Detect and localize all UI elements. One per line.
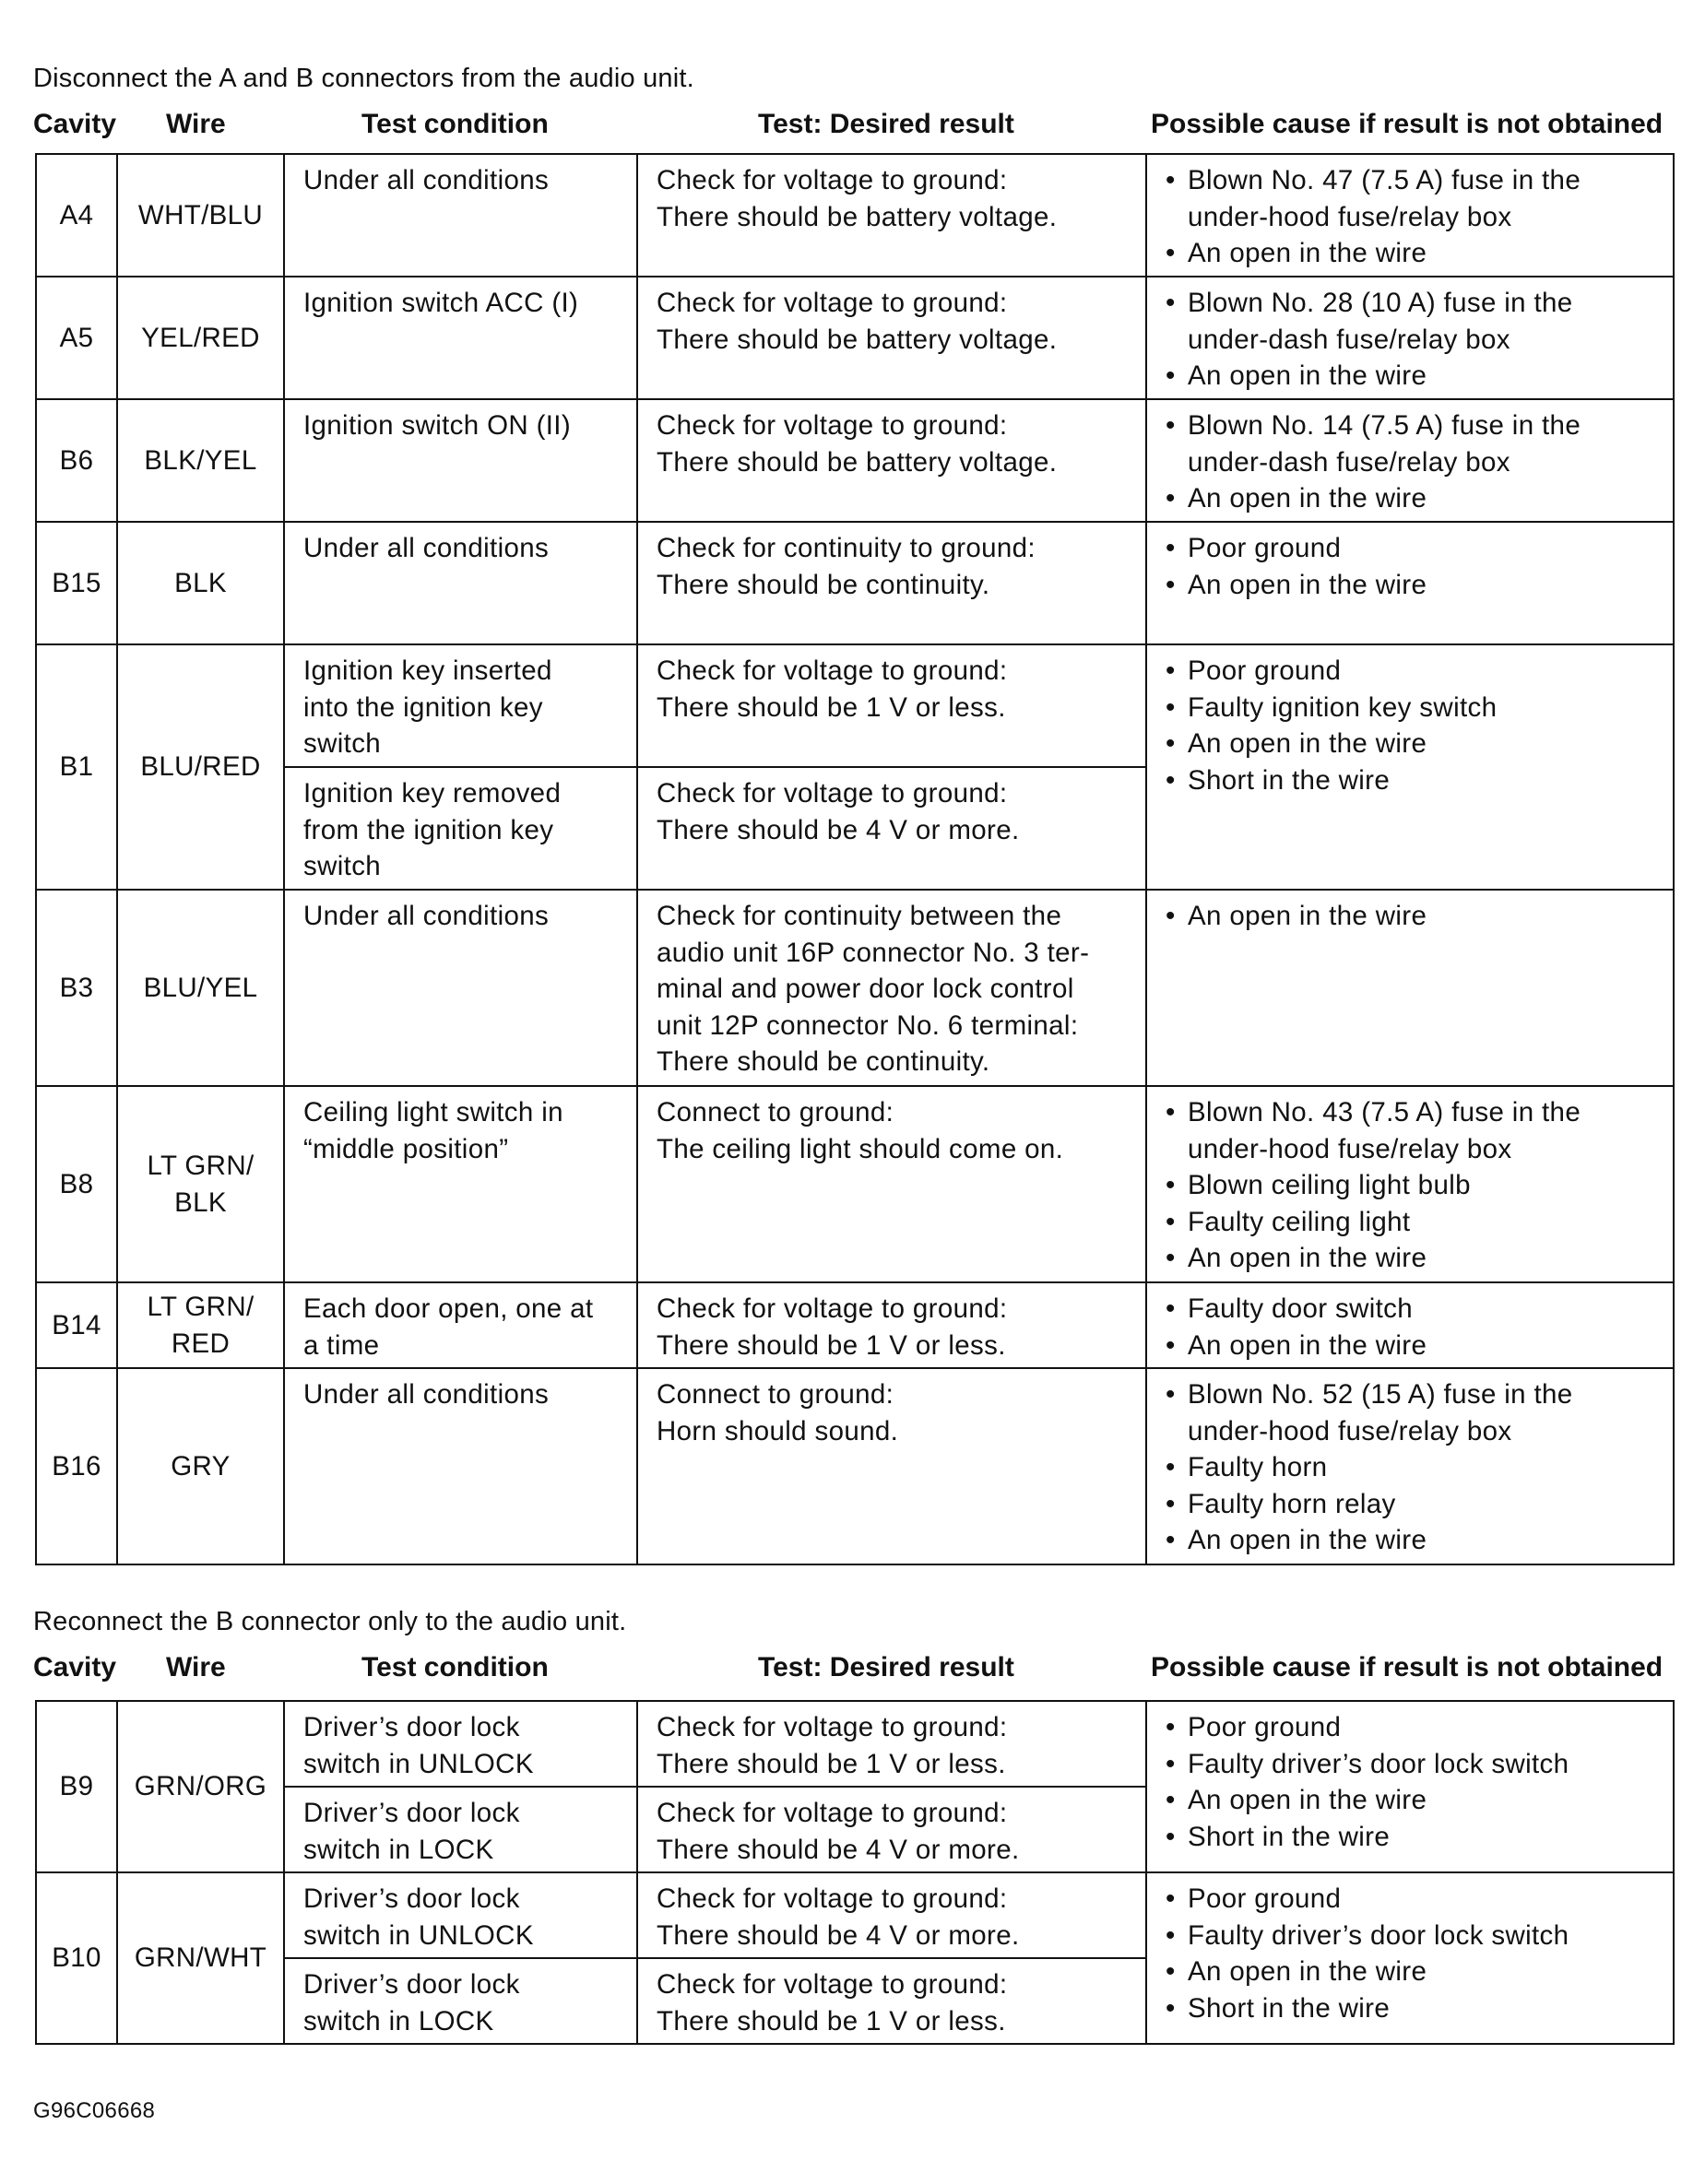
wire-cell	[117, 277, 284, 399]
test-condition: Driver’s door lock switch in LOCK	[303, 1798, 520, 1865]
desired-result-cell	[637, 399, 1146, 522]
desired-result: Check for voltage to ground: There should be 4 V or more.	[657, 778, 1020, 845]
cause-item: • Blown No. 14 (7.5 A) fuse in the under-dash fuse/relay box	[1166, 407, 1660, 480]
wire-color: WHT/BLU	[137, 199, 264, 230]
cavity-cell: A4	[36, 154, 117, 277]
header-wire: Wire	[166, 109, 226, 139]
desired-result-cell	[637, 1282, 1146, 1368]
wire-color: LT GRN/ BLK	[147, 1151, 255, 1218]
possible-cause-cell	[1146, 644, 1674, 890]
wire-color: BLK	[174, 567, 227, 598]
possible-cause-cell	[1146, 154, 1674, 277]
desired-result: Check for voltage to ground: There should be battery voltage.	[657, 410, 1058, 478]
desired-result: Check for voltage to ground: There should be battery voltage.	[657, 288, 1058, 355]
wire-color: LT GRN/ RED	[147, 1292, 255, 1359]
wire-cell	[117, 522, 284, 644]
test-condition-cell	[284, 1787, 637, 1872]
test-condition: Ignition key inserted into the ignition key switch	[303, 655, 552, 759]
wire-color: GRY	[171, 1450, 231, 1482]
test-condition: Under all conditions	[303, 901, 550, 931]
desired-result-cell	[637, 890, 1146, 1086]
cause-item: • Blown No. 28 (10 A) fuse in the under-dash fuse/relay box	[1166, 285, 1660, 358]
desired-result-cell	[637, 1086, 1146, 1282]
table-row	[36, 644, 1674, 767]
test-condition-cell	[284, 277, 637, 399]
desired-result-cell	[637, 767, 1146, 890]
cause-list	[1166, 1291, 1660, 1364]
test-condition-cell	[284, 1368, 637, 1564]
desired-result-cell	[637, 644, 1146, 767]
desired-result: Check for continuity between the audio unit 16P connector No. 3 ter- minal and power door lock control unit 12P connector No. 6 terminal: There should be continuity.	[657, 901, 1090, 1077]
test-condition-cell	[284, 767, 637, 890]
cause-item: • Faulty ceiling light	[1166, 1204, 1660, 1241]
wire-cell	[117, 154, 284, 277]
desired-result-cell	[637, 277, 1146, 399]
cause-list	[1166, 285, 1660, 395]
cause-list	[1166, 898, 1660, 935]
desired-result-cell	[637, 154, 1146, 277]
desired-result: Check for voltage to ground: There should be 4 V or more.	[657, 1883, 1020, 1951]
wire-cell	[117, 890, 284, 1086]
possible-cause-cell	[1146, 1872, 1674, 2044]
header-cavity: Cavity	[33, 1652, 117, 1682]
test-condition-cell	[284, 1282, 637, 1368]
figure-code: G96C06668	[33, 2098, 156, 2123]
cause-item: • Short in the wire	[1166, 762, 1660, 799]
wire-cell	[117, 399, 284, 522]
desired-result-cell	[637, 1368, 1146, 1564]
test-table-2	[35, 1700, 1675, 2045]
test-condition-cell	[284, 890, 637, 1086]
wire-cell	[117, 644, 284, 890]
test-condition: Driver’s door lock switch in UNLOCK	[303, 1883, 534, 1951]
cause-item: • Faulty driver’s door lock switch	[1166, 1918, 1660, 1954]
desired-result: Check for voltage to ground: There should be 1 V or less.	[657, 1293, 1008, 1361]
table-row	[36, 890, 1674, 1086]
cause-item: • Poor ground	[1166, 530, 1660, 567]
wire-cell	[117, 1282, 284, 1368]
cause-list	[1166, 1376, 1660, 1559]
header-wire: Wire	[166, 1652, 226, 1682]
wire-color: BLK/YEL	[144, 444, 257, 476]
cause-item: • An open in the wire	[1166, 567, 1660, 604]
wire-color: YEL/RED	[141, 322, 260, 353]
cavity-cell: A5	[36, 277, 117, 399]
possible-cause-cell	[1146, 399, 1674, 522]
table-row	[36, 154, 1674, 277]
header-possible-cause: Possible cause if result is not obtained	[1151, 109, 1664, 139]
table-row	[36, 277, 1674, 399]
cause-item: • An open in the wire	[1166, 1954, 1660, 1990]
cause-item: • An open in the wire	[1166, 358, 1660, 395]
cause-item: • Blown ceiling light bulb	[1166, 1167, 1660, 1204]
desired-result: Check for voltage to ground: There should be 1 V or less.	[657, 1712, 1008, 1779]
cause-item: • Faulty horn relay	[1166, 1486, 1660, 1523]
cause-item: • An open in the wire	[1166, 1782, 1660, 1819]
section2-intro: Reconnect the B connector only to the audio unit.	[33, 1607, 627, 1636]
cause-item: • Blown No. 52 (15 A) fuse in the under-hood fuse/relay box	[1166, 1376, 1660, 1449]
desired-result: Check for voltage to ground: There should be 1 V or less.	[657, 1969, 1008, 2036]
possible-cause-cell	[1146, 890, 1674, 1086]
test-condition-cell	[284, 1872, 637, 1958]
header-test-condition: Test condition	[361, 1652, 549, 1682]
table-row	[36, 399, 1674, 522]
cause-item: • Faulty driver’s door lock switch	[1166, 1746, 1660, 1783]
cause-item: • Poor ground	[1166, 1709, 1660, 1746]
desired-result: Check for continuity to ground: There should be continuity.	[657, 533, 1036, 600]
cause-item: • Short in the wire	[1166, 1990, 1660, 2027]
test-condition: Driver’s door lock switch in UNLOCK	[303, 1712, 534, 1779]
cause-list	[1166, 530, 1660, 603]
table-row	[36, 1701, 1674, 1787]
table-row	[36, 1086, 1674, 1282]
desired-result-cell	[637, 1787, 1146, 1872]
cavity-cell: B9	[36, 1701, 117, 1872]
test-condition-cell	[284, 154, 637, 277]
cause-item: • An open in the wire	[1166, 1522, 1660, 1559]
desired-result-cell	[637, 1958, 1146, 2044]
wire-color: GRN/WHT	[134, 1942, 267, 1974]
table-row	[36, 522, 1674, 644]
header-desired-result: Test: Desired result	[758, 1652, 1014, 1682]
cause-item: • An open in the wire	[1166, 726, 1660, 762]
desired-result: Check for voltage to ground: There should be 1 V or less.	[657, 655, 1008, 723]
cavity-cell: B3	[36, 890, 117, 1086]
cause-item: • An open in the wire	[1166, 235, 1660, 272]
desired-result-cell	[637, 522, 1146, 644]
cavity-cell: B10	[36, 1872, 117, 2044]
table-row	[36, 1872, 1674, 1958]
desired-result: Connect to ground: The ceiling light should come on.	[657, 1097, 1064, 1164]
cause-list	[1166, 653, 1660, 798]
cause-item: • An open in the wire	[1166, 1328, 1660, 1364]
desired-result-cell	[637, 1872, 1146, 1958]
test-condition-cell	[284, 1701, 637, 1787]
test-condition: Under all conditions	[303, 1379, 550, 1410]
header-desired-result: Test: Desired result	[758, 109, 1014, 139]
test-condition: Ignition switch ACC (I)	[303, 288, 579, 318]
test-condition: Driver’s door lock switch in LOCK	[303, 1969, 520, 2036]
wire-color: BLU/RED	[140, 751, 261, 783]
header-test-condition: Test condition	[361, 109, 549, 139]
cause-item: • An open in the wire	[1166, 1240, 1660, 1277]
cavity-cell: B15	[36, 522, 117, 644]
desired-result: Connect to ground: Horn should sound.	[657, 1379, 899, 1446]
cause-list	[1166, 407, 1660, 517]
test-condition-cell	[284, 1086, 637, 1282]
cause-list	[1166, 1094, 1660, 1277]
possible-cause-cell	[1146, 277, 1674, 399]
possible-cause-cell	[1146, 522, 1674, 644]
header-possible-cause: Possible cause if result is not obtained	[1151, 1652, 1664, 1682]
test-condition: Ceiling light switch in “middle position”	[303, 1097, 563, 1164]
possible-cause-cell	[1146, 1701, 1674, 1872]
cause-item: • Short in the wire	[1166, 1819, 1660, 1856]
wire-color: BLU/YEL	[143, 972, 258, 1003]
wire-cell	[117, 1086, 284, 1282]
possible-cause-cell	[1146, 1368, 1674, 1564]
cause-item: • Blown No. 47 (7.5 A) fuse in the under-hood fuse/relay box	[1166, 162, 1660, 235]
test-condition-cell	[284, 644, 637, 767]
cause-item: • Faulty door switch	[1166, 1291, 1660, 1328]
wire-cell	[117, 1872, 284, 2044]
test-condition: Ignition key removed from the ignition key switch	[303, 778, 562, 881]
cause-list	[1166, 1709, 1660, 1855]
cause-list	[1166, 1881, 1660, 2026]
desired-result: Check for voltage to ground: There should be 4 V or more.	[657, 1798, 1020, 1865]
test-condition: Under all conditions	[303, 165, 550, 195]
test-condition-cell	[284, 1958, 637, 2044]
cause-item: • Faulty ignition key switch	[1166, 690, 1660, 726]
cavity-cell: B1	[36, 644, 117, 890]
cavity-cell: B14	[36, 1282, 117, 1368]
desired-result: Check for voltage to ground: There should be battery voltage.	[657, 165, 1058, 232]
section1-intro: Disconnect the A and B connectors from the audio unit.	[33, 64, 694, 93]
cavity-cell: B16	[36, 1368, 117, 1564]
table-row	[36, 1368, 1674, 1564]
test-table-1	[35, 153, 1675, 1565]
cause-item: • Faulty horn	[1166, 1449, 1660, 1486]
cavity-cell: B6	[36, 399, 117, 522]
table-row	[36, 1282, 1674, 1368]
cause-item: • An open in the wire	[1166, 898, 1660, 935]
cause-item: • Blown No. 43 (7.5 A) fuse in the under-hood fuse/relay box	[1166, 1094, 1660, 1167]
wire-cell	[117, 1368, 284, 1564]
wire-cell	[117, 1701, 284, 1872]
test-condition-cell	[284, 522, 637, 644]
cause-item: • Poor ground	[1166, 653, 1660, 690]
test-condition: Under all conditions	[303, 533, 550, 563]
possible-cause-cell	[1146, 1086, 1674, 1282]
test-condition: Each door open, one at a time	[303, 1293, 594, 1361]
cause-item: • An open in the wire	[1166, 480, 1660, 517]
desired-result-cell	[637, 1701, 1146, 1787]
cavity-cell: B8	[36, 1086, 117, 1282]
test-condition: Ignition switch ON (II)	[303, 410, 572, 441]
cause-list	[1166, 162, 1660, 272]
possible-cause-cell	[1146, 1282, 1674, 1368]
wire-color: GRN/ORG	[134, 1771, 267, 1802]
test-condition-cell	[284, 399, 637, 522]
header-cavity: Cavity	[33, 109, 117, 139]
cause-item: • Poor ground	[1166, 1881, 1660, 1918]
